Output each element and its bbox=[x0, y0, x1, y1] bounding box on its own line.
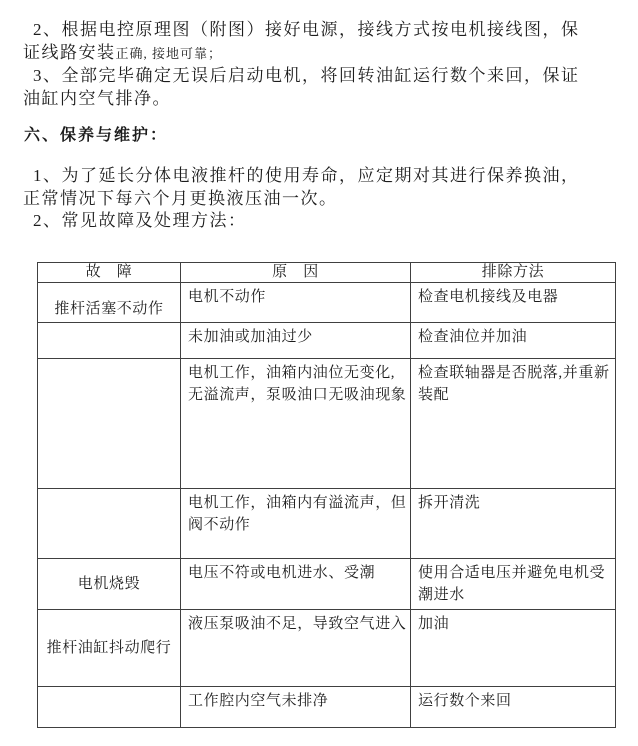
cell-method: 拆开清洗 bbox=[411, 489, 616, 559]
cell-fault bbox=[38, 687, 181, 728]
intro-line-2-cont bbox=[23, 42, 622, 66]
cell-method: 检查电机接线及电器 bbox=[411, 283, 616, 323]
intro-line-3-cont: 油缸内空气排净。 bbox=[23, 88, 171, 108]
table-row bbox=[38, 610, 616, 687]
maintenance-paragraph bbox=[23, 165, 622, 233]
cell-fault bbox=[38, 489, 181, 559]
cell-cause: 未加油或加油过少 bbox=[181, 323, 411, 359]
fault-table-container bbox=[37, 262, 616, 728]
maintenance-line-1-cont: 正常情况下每六个月更换液压油一次。 bbox=[23, 188, 338, 208]
intro-line-2-cont-main: 证线路安装 bbox=[23, 42, 116, 62]
table-row bbox=[38, 489, 616, 559]
header-fault: 故 障 bbox=[38, 263, 181, 283]
intro-paragraph bbox=[23, 19, 622, 110]
intro-line-2-cont-small: 正确, 接地可靠； bbox=[115, 45, 223, 61]
table-header-row bbox=[38, 263, 616, 283]
header-method: 排除方法 bbox=[411, 263, 616, 283]
cell-cause: 电机工作，油箱内有溢流声，但阀不动作 bbox=[181, 489, 411, 559]
cell-fault: 推杆活塞不动作 bbox=[38, 283, 181, 323]
cell-cause: 工作腔内空气未排净 bbox=[181, 687, 411, 728]
table-row bbox=[38, 559, 616, 610]
intro-line-3: 3、全部完毕确定无误后启动电机，将回转油缸运行数个来回，保证 bbox=[33, 66, 580, 85]
table-row bbox=[38, 323, 616, 359]
cell-method: 运行数个来回 bbox=[411, 687, 616, 728]
header-cause: 原 因 bbox=[181, 263, 411, 283]
cell-method: 加油 bbox=[411, 610, 616, 687]
table-row bbox=[38, 687, 616, 728]
cell-method: 使用合适电压并避免电机受潮进水 bbox=[411, 559, 616, 610]
cell-method: 检查油位并加油 bbox=[411, 323, 616, 359]
cell-fault bbox=[38, 359, 181, 489]
maintenance-line-2: 2、常见故障及处理方法： bbox=[33, 211, 247, 230]
table-row bbox=[38, 359, 616, 489]
cell-cause: 电机不动作 bbox=[181, 283, 411, 323]
cell-method: 检查联轴器是否脱落,并重新装配 bbox=[411, 359, 616, 489]
table-row bbox=[38, 283, 616, 323]
fault-table bbox=[37, 262, 616, 728]
cell-fault: 电机烧毁 bbox=[38, 559, 181, 610]
cell-fault bbox=[38, 323, 181, 359]
cell-cause: 电机工作，油箱内油位无变化,无溢流声，泵吸油口无吸油现象 bbox=[181, 359, 411, 489]
maintenance-line-1: 1、为了延长分体电液推杆的使用寿命，应定期对其进行保养换油， bbox=[33, 166, 580, 185]
section-heading: 六、保养与维护： bbox=[24, 127, 169, 144]
cell-cause: 电压不符或电机进水、受潮 bbox=[181, 559, 411, 610]
intro-line-2: 2、根据电控原理图（附图）接好电源，接线方式按电机接线图，保 bbox=[33, 20, 580, 39]
cell-cause: 液压泵吸油不足，导致空气进入 bbox=[181, 610, 411, 687]
cell-fault: 推杆油缸抖动爬行 bbox=[38, 610, 181, 687]
